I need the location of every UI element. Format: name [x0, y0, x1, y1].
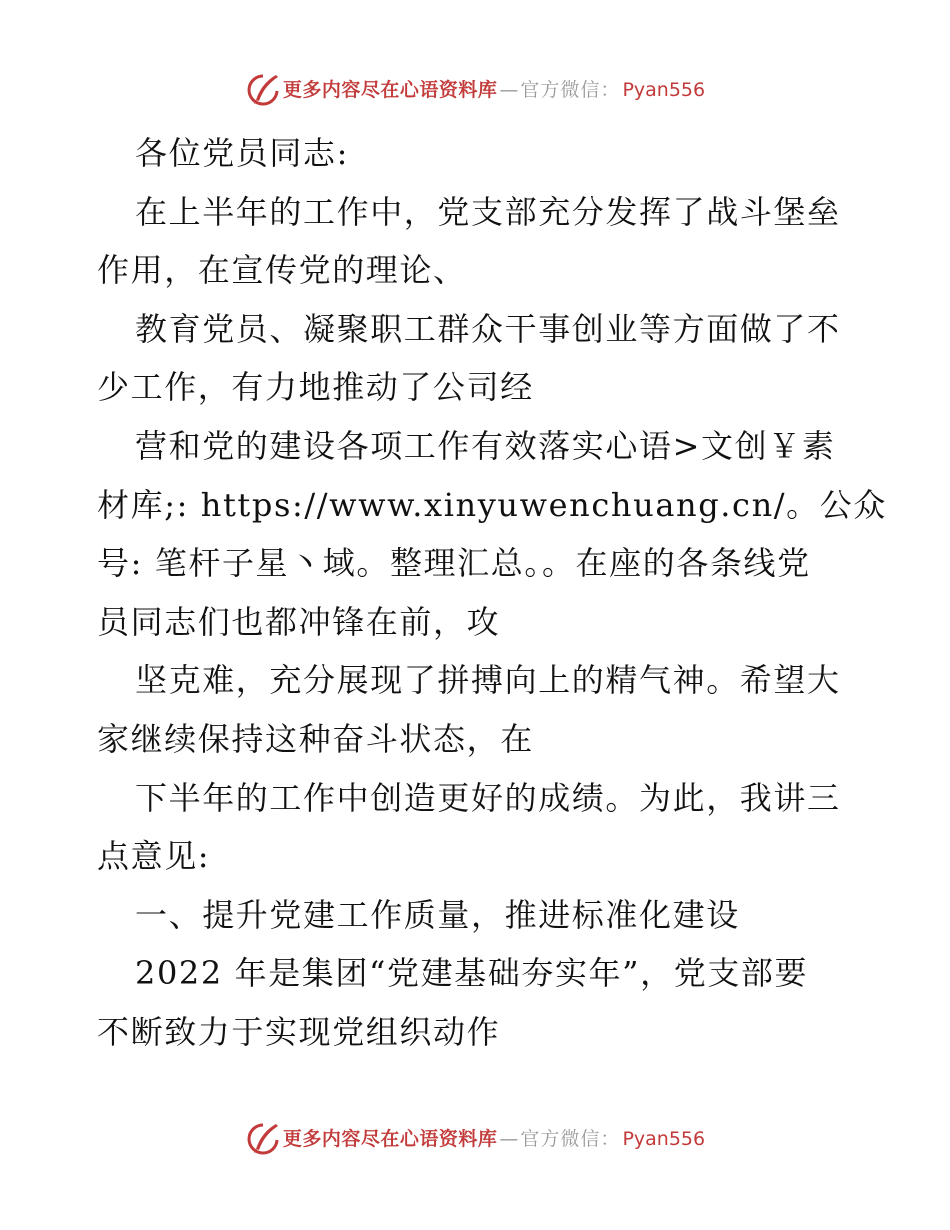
- watermark-wechat-id: Pyan556: [622, 1127, 706, 1150]
- text-line: 坚克难，充分展现了拼搏向上的精气神。希望大: [135, 661, 841, 700]
- watermark-lead-text: 更多内容尽在心语资料库: [282, 78, 498, 101]
- text-line: 下半年的工作中创造更好的成绩。为此，我讲三: [135, 778, 841, 817]
- text-line: 作用，在宣传党的理论、: [97, 251, 467, 290]
- watermark-footer: [0, 1119, 950, 1159]
- text-line: 各位党员同志:: [135, 134, 349, 172]
- watermark-lead-text: 更多内容尽在心语资料库: [282, 1127, 498, 1150]
- text-line: 教育党员、凝聚职工群众干事创业等方面做了不: [135, 309, 841, 348]
- section-heading: 一、提升党建工作质量，推进标准化建设: [135, 895, 740, 934]
- watermark-dash: —: [499, 1127, 519, 1150]
- text-line: 点意见:: [97, 837, 211, 876]
- quill-logo-icon: [245, 1121, 281, 1157]
- text-line: 在上半年的工作中，党支部充分发挥了战斗堡垒: [135, 192, 841, 231]
- text-line: 营和党的建设各项工作有效落实心语>文创￥素: [135, 426, 836, 465]
- watermark-dash: —: [499, 78, 519, 101]
- text-line: 家继续保持这种奋斗状态，在: [97, 719, 534, 758]
- watermark-header: [0, 70, 950, 110]
- text-line: 员同志们也都冲锋在前，攻: [97, 602, 501, 641]
- text-line: 不断致力于实现党组织动作: [97, 1012, 501, 1051]
- watermark-wechat-id: Pyan556: [622, 78, 706, 101]
- text-line: 号: 笔杆子星丶域。整理汇总。。在座的各条线党: [97, 544, 811, 583]
- quill-logo-icon: [245, 72, 281, 108]
- text-line: 材库;: https://www.xinyuwenchuang.cn/。公众: [97, 485, 887, 524]
- text-line: 2022 年是集团“党建基础夯实年”，党支部要: [135, 954, 809, 993]
- text-line: 少工作，有力地推动了公司经: [97, 368, 534, 407]
- document-body: [97, 124, 887, 1062]
- watermark-wechat-label: 官方微信：: [520, 1127, 621, 1150]
- watermark-wechat-label: 官方微信：: [520, 78, 621, 101]
